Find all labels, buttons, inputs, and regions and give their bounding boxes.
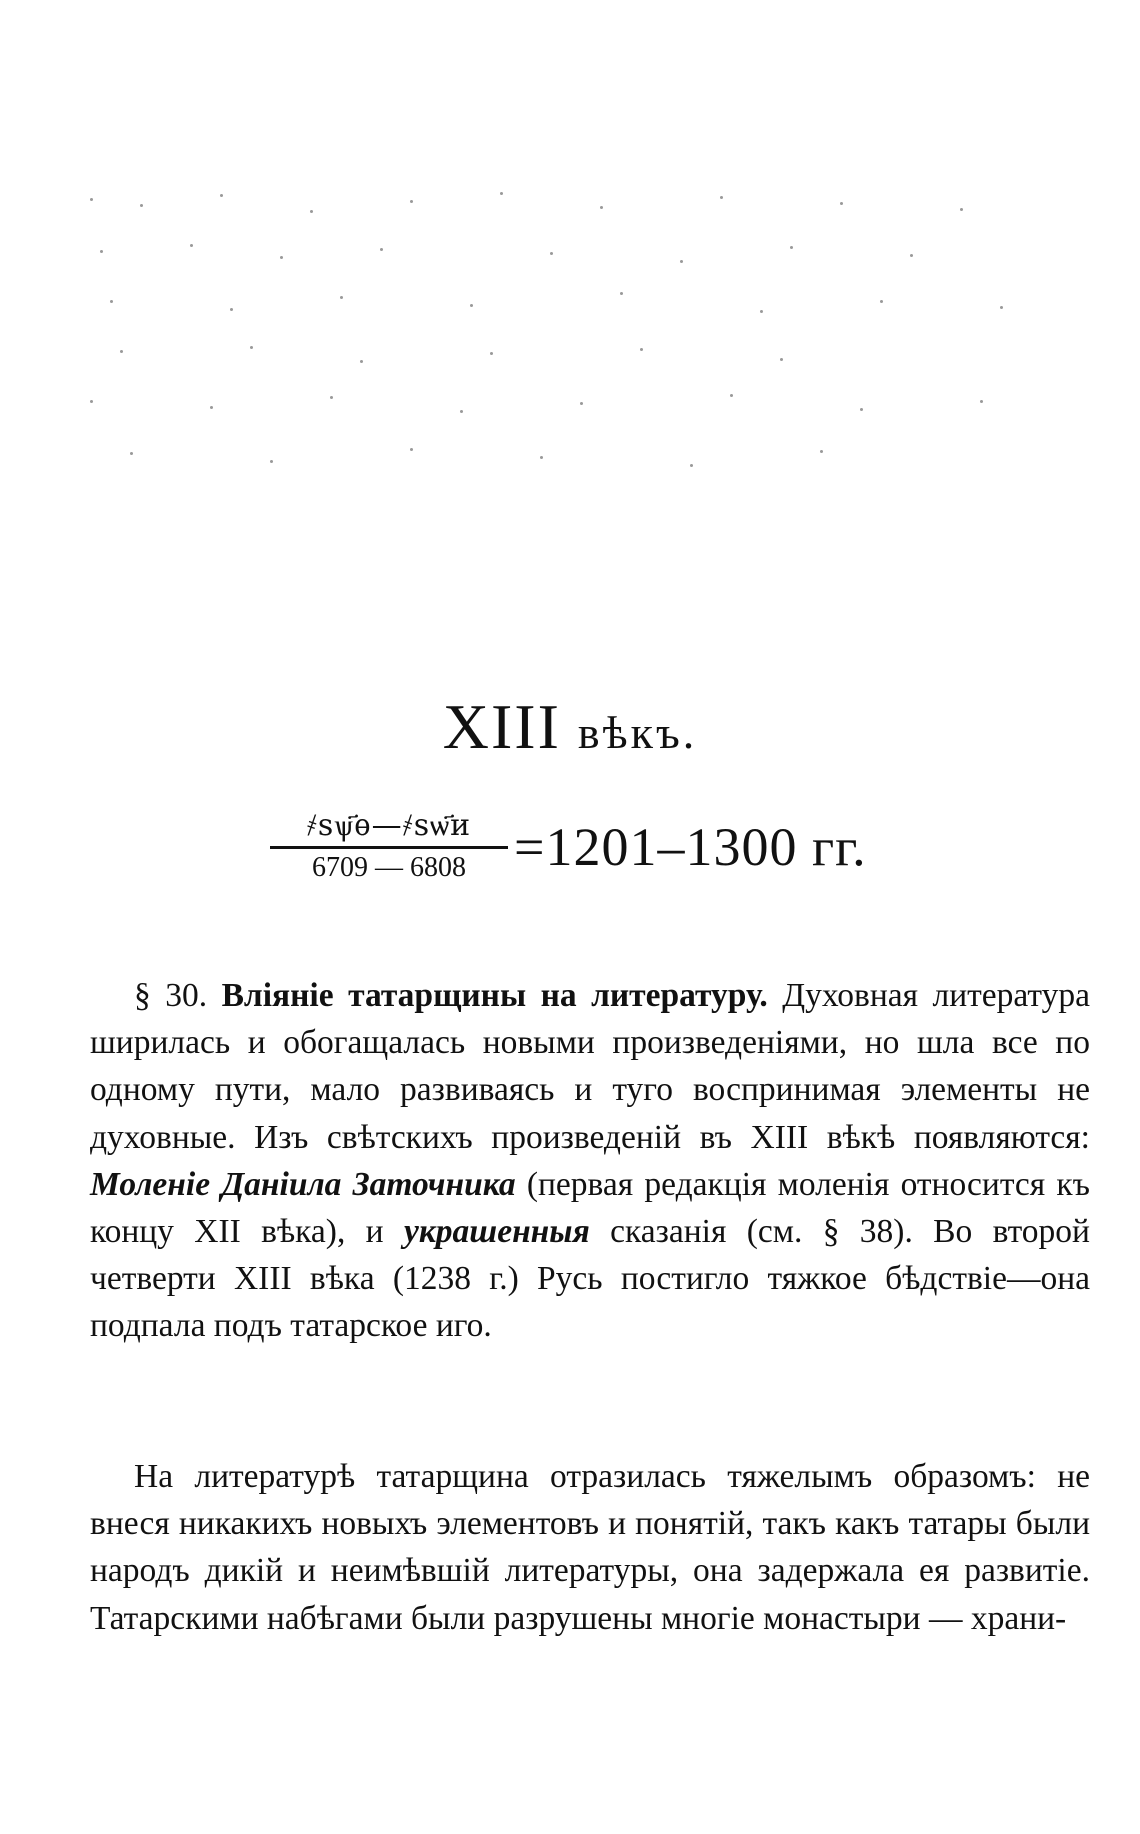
slavonic-date-numerals: ҂ѕѱ҃ѳ—҂ѕѡ҃и (306, 808, 472, 843)
date-fraction (270, 808, 508, 885)
paragraph-text: сказанія (см. § 38). Во второй четверти XIII вѣка (1238 г.) Русь постигло тяжкое бѣдствіе—она подпала подъ татарское иго. (90, 1213, 1090, 1345)
century-word: вѣкъ. (577, 707, 698, 758)
paragraph-tatar-influence (90, 1453, 1090, 1642)
section-number: § 30. (134, 977, 208, 1014)
bleed-through-noise (80, 190, 1020, 480)
fraction-bar (270, 846, 508, 849)
common-era-years: =1201–1300 гг. (514, 816, 867, 877)
century-heading (0, 690, 1140, 764)
italic-work-title: Моленіе Даніила Заточника (90, 1165, 516, 1203)
paragraph-text: (первая редакція моленія относится къ концу XII вѣка), и (90, 1165, 1090, 1251)
paragraph-section-30 (90, 972, 1090, 1350)
paragraph-text: Духовная литература ширилась и обогащалась новыми произведеніями, но шла все по одному пути, мало развиваясь и туго воспринимая элементы не духовные. Изъ свѣтскихъ произведеній въ XIII вѣкѣ появляются: (90, 977, 1090, 1156)
date-range (270, 808, 867, 885)
italic-term: украшенныя (403, 1213, 590, 1251)
paragraph-text: На литературѣ татарщина отразилась тяжелымъ образомъ: не внеся никакихъ новыхъ элементовъ и понятій, такъ какъ татары были народъ дикій и неимѣвшій литературы, она задержала ея развитіе. Татарскими набѣгами были разрушены многіе монастыри — храни- (90, 1458, 1090, 1637)
world-era-years: 6709 — 6808 (312, 852, 466, 883)
section-heading: Вліяніе татарщины на литературу. (221, 977, 768, 1014)
century-roman-numeral: XIII (442, 691, 561, 762)
